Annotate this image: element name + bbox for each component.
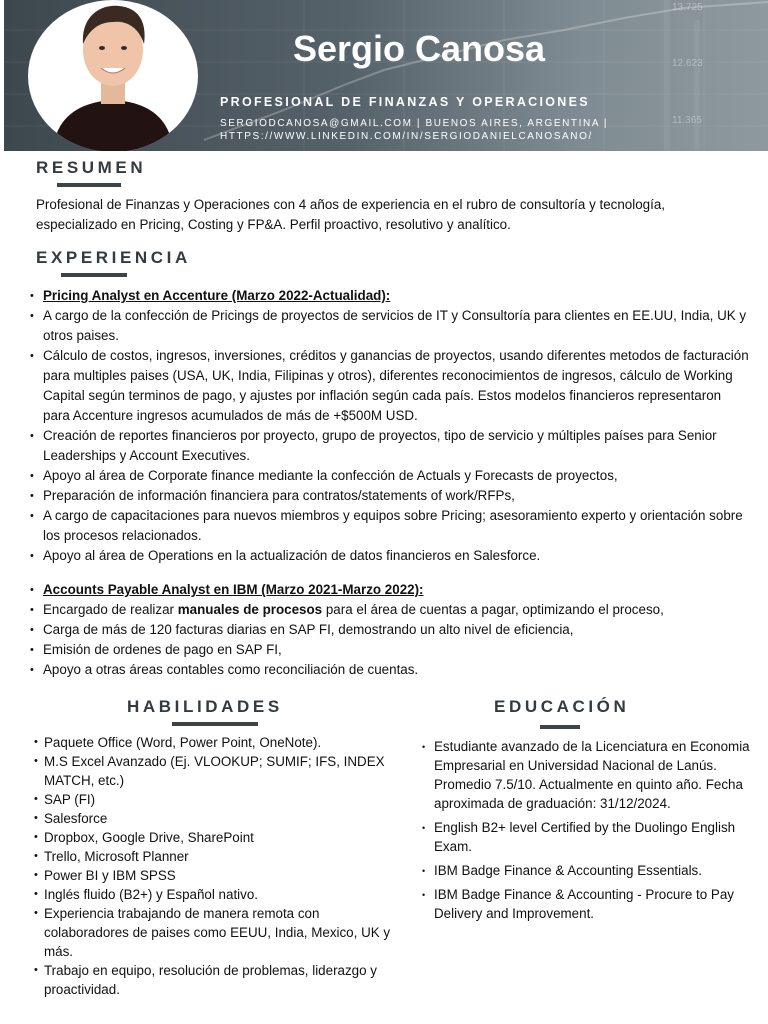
resumen-text: Profesional de Finanzas y Operaciones con 4 años de experiencia en el rubro de consultoría y tecnología, especializado en Pricing, Costing y FP&A. Perfil proactivo, resolutivo y analítico.	[36, 197, 666, 232]
job1-title: • Pricing Analyst en Accenture (Marzo 2022-Actualidad):	[31, 286, 751, 306]
job2-item: • Carga de más de 120 facturas diarias en SAP FI, demostrando un alto nivel de eficiencia,	[31, 620, 751, 640]
resumen-divider	[57, 183, 121, 187]
job1-item: • A cargo de capacitaciones para nuevos miembros y equipos sobre Pricing; asesoramiento experto y orientación sobre los procesos relacionados.	[31, 506, 751, 546]
skill-item: • SAP (FI)	[34, 790, 406, 809]
skill-item: • Inglés fluido (B2+) y Español nativo.	[34, 885, 406, 904]
skill-item: • Trabajo en equipo, resolución de problemas, liderazgo y proactividad.	[34, 961, 406, 999]
resumen-heading: RESUMEN	[36, 158, 147, 177]
educacion-divider	[540, 725, 580, 729]
habilidades-divider	[172, 722, 258, 726]
educacion-list	[422, 737, 752, 928]
contact-info	[220, 117, 640, 143]
bg-number-2: 12.623	[672, 58, 703, 69]
education-item: • English B2+ level Certified by the Duolingo English Exam.	[422, 818, 752, 856]
skill-item: • Dropbox, Google Drive, SharePoint	[34, 828, 406, 847]
job1-item: • Cálculo de costos, ingresos, inversiones, créditos y ganancias de proyectos, usando diferentes metodos de facturación para multiples paises (USA, UK, India, Filipinas y otros), diferentes reconocimientos de ingresos, cálculo de Working Capital según terminos de pago, y ajustes por inflación según cada país. Estos modelos financieros representaron para Accenture ingresos acumulados de más de +$500M USD.	[31, 346, 751, 426]
experiencia-heading: EXPERIENCIA	[36, 248, 191, 267]
bg-number-3: 11.365	[672, 115, 702, 126]
experiencia-divider	[61, 273, 127, 277]
job2-item: • Emisión de ordenes de pago en SAP FI,	[31, 640, 751, 660]
habilidades-list	[34, 733, 406, 999]
profile-photo	[28, 0, 198, 151]
job2-list	[31, 580, 751, 680]
job1-item: • Apoyo al área de Operations en la actualización de datos financieros en Salesforce.	[31, 546, 751, 566]
header-banner	[4, 0, 768, 151]
job1-item: • Apoyo al área de Corporate finance mediante la confección de Actuals y Forecasts de proyectos,	[31, 466, 751, 486]
skill-item: • Trello, Microsoft Planner	[34, 847, 406, 866]
education-item: • Estudiante avanzado de la Licenciatura en Economia Empresarial en Universidad Nacional de Lanús. Promedio 7.5/10. Actualmente en quinto año. Fecha aproximada de graduación: 31/12/2024.	[422, 737, 752, 813]
job2-title: • Accounts Payable Analyst en IBM (Marzo 2021-Marzo 2022):	[31, 580, 751, 600]
skill-item: • Salesforce	[34, 809, 406, 828]
skill-item: • Experiencia trabajando de manera remota con colaboradores de paises como EEUU, India, Mexico, UK y más.	[34, 904, 406, 961]
professional-title: PROFESIONAL DE FINANZAS Y OPERACIONES	[220, 95, 590, 109]
job1-item: • Preparación de información financiera para contratos/statements of work/RFPs,	[31, 486, 751, 506]
contact-line-email-location[interactable]: SERGIODCANOSA@GMAIL.COM | BUENOS AIRES, ARGENTINA |	[220, 118, 609, 129]
bg-number-1: 13.725	[672, 2, 703, 13]
skill-item: • Paquete Office (Word, Power Point, OneNote).	[34, 733, 406, 752]
job1-list	[31, 286, 751, 566]
job2-item: • Apoyo a otras áreas contables como reconciliación de cuentas.	[31, 660, 751, 680]
educacion-heading: EDUCACIÓN	[494, 697, 630, 716]
job1-item: • A cargo de la confección de Pricings de proyectos de servicios de IT y Consultoría para clientes en EE.UU, India, UK y otros paises.	[31, 306, 751, 346]
contact-line-linkedin[interactable]: HTTPS://WWW.LINKEDIN.COM/IN/SERGIODANIELCANOSANO/	[220, 131, 593, 142]
education-item: • IBM Badge Finance & Accounting - Procure to Pay Delivery and Improvement.	[422, 885, 752, 923]
education-item: • IBM Badge Finance & Accounting Essentials.	[422, 861, 752, 880]
person-name: Sergio Canosa	[292, 28, 546, 69]
skill-item: • Power BI y IBM SPSS	[34, 866, 406, 885]
habilidades-heading: HABILIDADES	[127, 697, 283, 716]
skill-item: • M.S Excel Avanzado (Ej. VLOOKUP; SUMIF; IFS, INDEX MATCH, etc.)	[34, 752, 406, 790]
job2-item: • Encargado de realizar manuales de procesos para el área de cuentas a pagar, optimizando el proceso,	[31, 600, 751, 620]
job1-item: • Creación de reportes financieros por proyecto, grupo de proyectos, tipo de servicio y múltiples países para Senior Leaderships y Account Executives.	[31, 426, 751, 466]
